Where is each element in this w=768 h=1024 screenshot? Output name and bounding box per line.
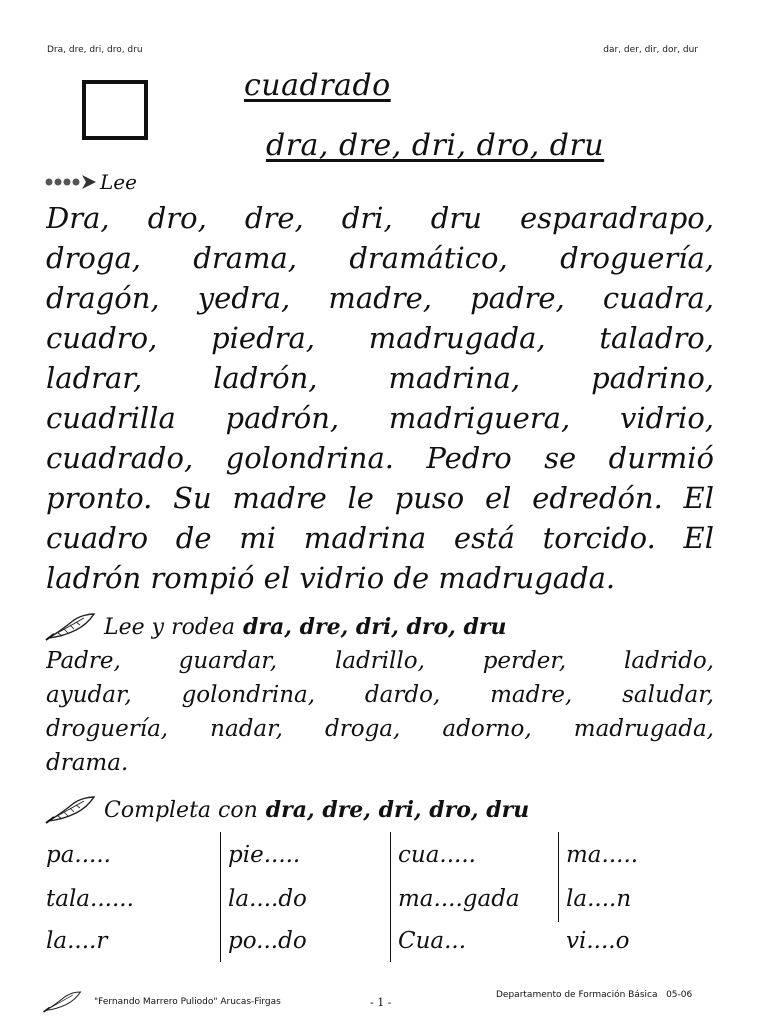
lee-label: Lee <box>100 170 137 194</box>
reading-line: ladrar, ladrón, madrina, padrino, <box>46 361 714 395</box>
grid-divider <box>558 832 559 922</box>
reading-line: Dra, dro, dre, dri, dru esparadrapo, <box>46 201 714 235</box>
reading-line: cuadrilla padrón, madriguera, vidrio, <box>46 401 714 435</box>
reading-line: ladrón rompió el vidrio de madrugada. <box>46 561 616 595</box>
arrow-dots-icon <box>44 172 98 192</box>
exercise1-heading <box>44 612 506 642</box>
reading-line: droga, drama, dramático, droguería, <box>46 241 714 275</box>
exercise2-syllables: dra, dre, dri, dro, dru <box>265 797 530 823</box>
page-subtitle: dra, dre, dri, dro, dru <box>266 128 605 163</box>
grid-cell: pie..... <box>228 842 301 868</box>
footer-left <box>42 990 281 1014</box>
grid-cell: po...do <box>228 928 307 954</box>
grid-divider <box>390 832 391 962</box>
grid-cell: la....r <box>46 928 108 954</box>
completion-grid <box>46 836 706 966</box>
reading-line: pronto. Su madre le puso el edredón. El <box>46 481 714 515</box>
grid-cell: tala...... <box>46 886 134 912</box>
quill-pen-icon <box>42 990 82 1014</box>
grid-cell: la....n <box>566 886 632 912</box>
page-number: - 1 - <box>370 996 392 1009</box>
reading-line: cuadrado, golondrina. Pedro se durmió <box>46 441 714 475</box>
reading-line: cuadro, piedra, madrugada, taladro, <box>46 321 714 355</box>
exercise1-text <box>46 644 714 780</box>
grid-cell: ma..... <box>566 842 639 868</box>
exercise2-heading <box>44 795 529 825</box>
exercise2-instruction: Completa con <box>104 797 258 823</box>
grid-cell: Cua... <box>398 928 467 954</box>
exercise1-instruction: Lee y rodea <box>104 614 236 640</box>
grid-cell: pa..... <box>46 842 111 868</box>
header-left-text: Dra, dre, dri, dro, dru <box>47 45 143 55</box>
page-title: cuadrado <box>244 68 391 103</box>
reading-text <box>46 198 714 598</box>
grid-cell: cua..... <box>398 842 476 868</box>
footer-department: Departamento de Formación Básica 05-06 <box>496 990 693 1000</box>
header-right-text: dar, der, dir, dor, dur <box>603 45 698 55</box>
grid-cell: ma....gada <box>398 886 520 912</box>
quill-pen-icon <box>44 612 96 642</box>
grid-divider <box>220 832 221 962</box>
reading-line: cuadro de mi madrina está torcido. El <box>46 521 714 555</box>
exercise1-line: Padre, guardar, ladrillo, perder, ladrido, <box>46 648 714 674</box>
quill-pen-icon <box>44 795 96 825</box>
exercise1-line: drama. <box>46 750 129 776</box>
exercise1-line: ayudar, golondrina, dardo, madre, saludar, <box>46 682 714 708</box>
footer-author: "Fernando Marrero Puliodo" Arucas-Firgas <box>94 997 281 1007</box>
square-drawing <box>82 80 148 140</box>
lee-heading <box>44 170 137 194</box>
reading-line: dragón, yedra, madre, padre, cuadra, <box>46 281 714 315</box>
grid-cell: vi....o <box>566 928 630 954</box>
exercise1-syllables: dra, dre, dri, dro, dru <box>243 614 507 640</box>
exercise1-line: droguería, nadar, droga, adorno, madrugada, <box>46 716 714 742</box>
grid-cell: la....do <box>228 886 307 912</box>
